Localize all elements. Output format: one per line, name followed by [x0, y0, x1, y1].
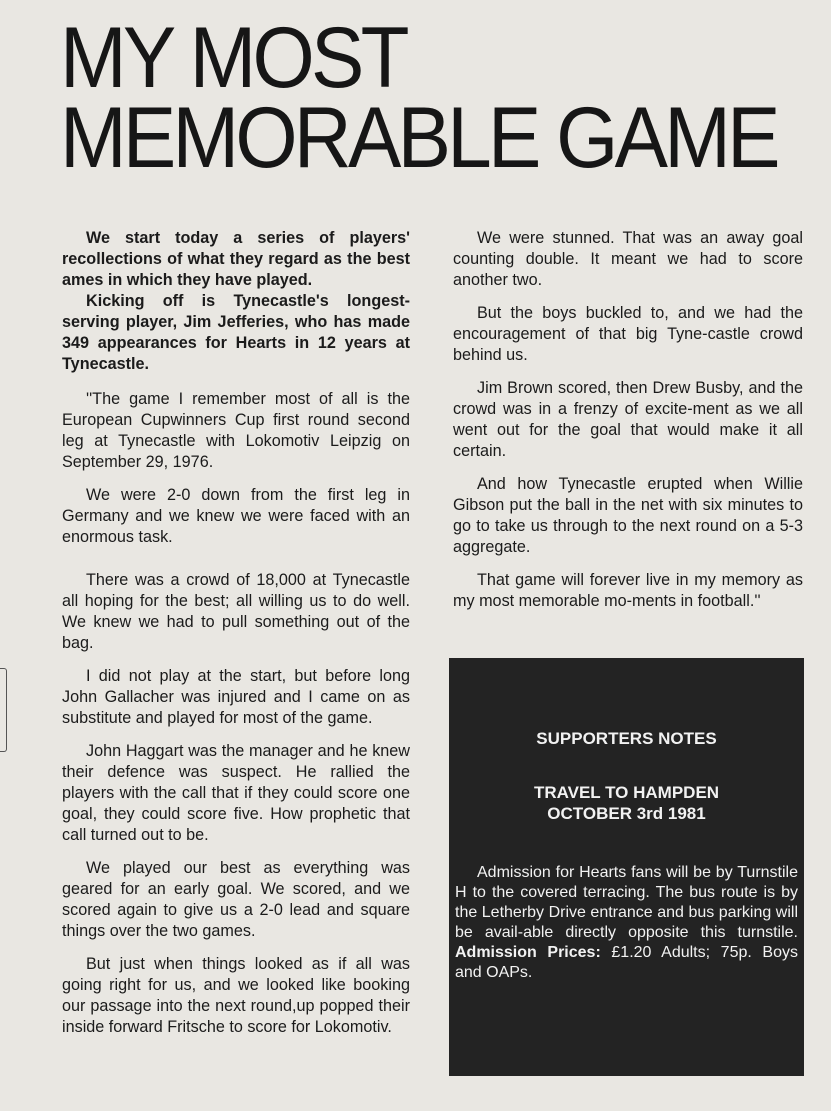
body-paragraph: That game will forever live in my memory as my most memorable mo-ments in football.'' — [453, 571, 803, 610]
supporters-notes-body — [455, 863, 798, 983]
intro-paragraph: We start today a series of players' recollections of what they regard as the best ames in which they have played. — [62, 229, 410, 289]
travel-subheading-line-2: OCTOBER 3rd 1981 — [547, 804, 706, 823]
binding-clip — [0, 668, 7, 752]
travel-subheading-line-1: TRAVEL TO HAMPDEN — [533, 783, 720, 802]
title-line-1: MY MOST — [60, 10, 406, 106]
intro-paragraph: Kicking off is Tynecastle's longest-serving player, Jim Jefferies, who has made 349 appearances for Hearts in 12 years at Tynecastle. — [62, 292, 410, 373]
body-paragraph: I did not play at the start, but before long John Gallacher was injured and I came on as substitute and played for most of the game. — [62, 667, 410, 727]
title-line-2: MEMORABLE GAME — [60, 90, 777, 186]
supporters-notes-heading: SUPPORTERS NOTES — [536, 729, 717, 748]
body-paragraph: And how Tynecastle erupted when Willie Gibson put the ball in the net with six minutes to go to take us through to the next round on a 5-3 aggregate. — [453, 475, 803, 556]
admission-prices-text: £1.20 Adults; 75p. Boys and OAPs. — [455, 944, 799, 981]
admission-prices-label: Admission Prices: — [455, 944, 601, 961]
body-paragraph: ''The game I remember most of all is the European Cupwinners Cup first round second leg at Tynecastle with Lokomotiv Leipzig on September 29, 1976. — [62, 390, 410, 471]
body-paragraph: But just when things looked as if all was going right for us, and we looked like booking our passage into the next round,up popped their inside forward Fritsche to score for Lokomotiv. — [62, 955, 410, 1036]
admission-text: Admission for Hearts fans will be by Turnstile H to the covered terracing. The bus route is by the Letherby Drive entrance and bus parking will be avail-able directly opposite this turnstile. — [455, 864, 798, 941]
admission-paragraph — [455, 863, 798, 983]
body-paragraph: Jim Brown scored, then Drew Busby, and the crowd was in a frenzy of excite-ment as we all went out for the goal that would make it all certain. — [453, 379, 803, 460]
body-paragraph: But the boys buckled to, and we had the encouragement of that big Tyne-castle crowd behind us. — [453, 304, 803, 364]
supporters-notes-box — [449, 658, 804, 1076]
body-paragraph: John Haggart was the manager and he knew their defence was suspect. He rallied the players with the call that if they could score one goal, they could score five. How prophetic that call turned out to be. — [62, 742, 410, 844]
body-paragraph: We were 2-0 down from the first leg in Germany and we knew we were faced with an enormous task. — [62, 486, 410, 546]
body-paragraph: We were stunned. That was an away goal counting double. It meant we had to score another two. — [453, 229, 803, 289]
travel-subheading — [449, 782, 804, 824]
right-column — [453, 228, 803, 624]
body-paragraph: There was a crowd of 18,000 at Tynecastle all hoping for the best; all willing us to do well. We knew we had to pull something out of the bag. — [62, 571, 410, 652]
article-intro — [62, 228, 410, 375]
body-paragraph: We played our best as everything was geared for an early goal. We scored, and we scored again to give us a 2-0 lead and square things over the two games. — [62, 859, 410, 940]
article-title — [60, 10, 777, 186]
left-column — [62, 228, 410, 1050]
